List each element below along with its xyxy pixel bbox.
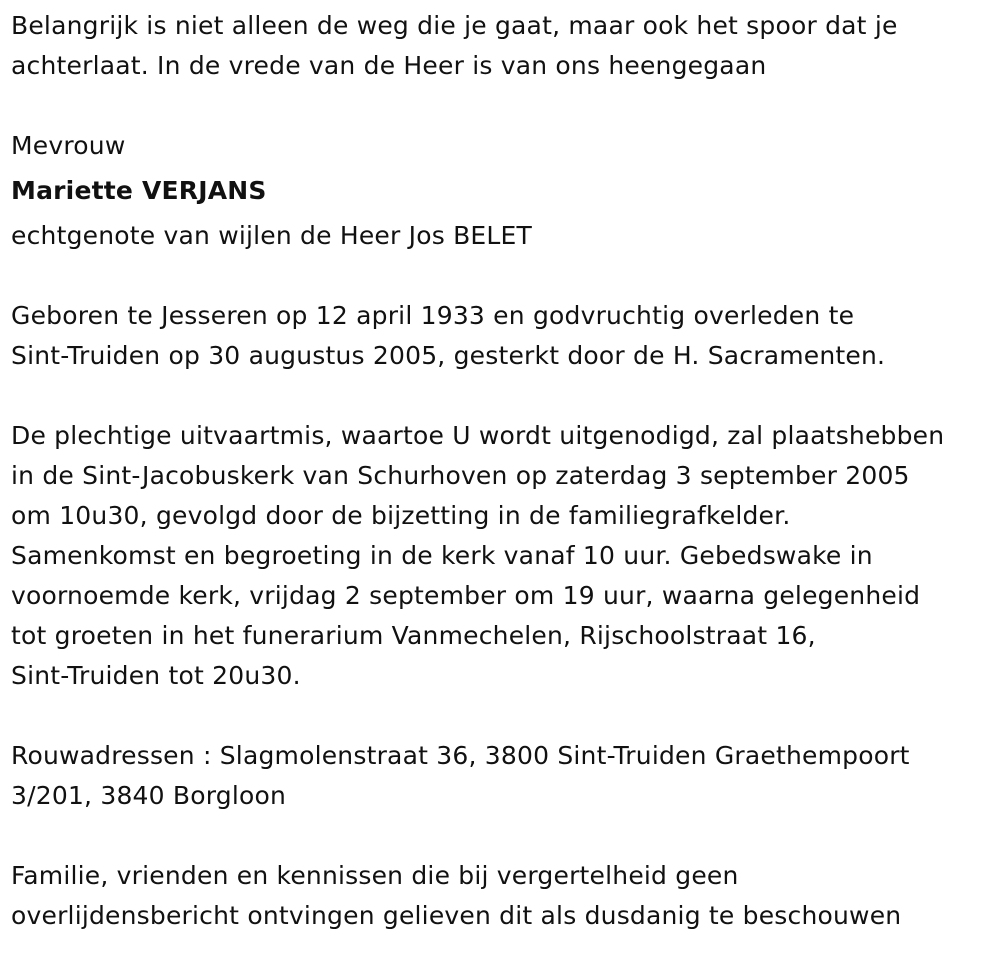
ceremony-paragraph bbox=[11, 416, 996, 696]
spacer bbox=[11, 816, 996, 856]
spouse-line: echtgenote van wijlen de Heer Jos BELET bbox=[11, 221, 533, 250]
closing-line-2: overlijdensbericht ontvingen gelieven dit als dusdanig te beschouwen bbox=[11, 901, 902, 930]
birth-death-line-1: Geboren te Jesseren op 12 april 1933 en godvruchtig overleden te bbox=[11, 301, 855, 330]
birth-death-paragraph bbox=[11, 296, 996, 376]
birth-death-line-2: Sint-Truiden op 30 augustus 2005, gesterkt door de H. Sacramenten. bbox=[11, 341, 886, 370]
ceremony-line-3: om 10u30, gevolgd door de bijzetting in de familiegrafkelder. bbox=[11, 501, 791, 530]
deceased-name: Mariette VERJANS bbox=[11, 176, 267, 205]
ceremony-line-7: Sint-Truiden tot 20u30. bbox=[11, 661, 301, 690]
addresses-line-2: 3/201, 3840 Borgloon bbox=[11, 781, 287, 810]
obituary-notice bbox=[11, 6, 996, 936]
addresses-paragraph bbox=[11, 736, 996, 816]
closing-line-1: Familie, vrienden en kennissen die bij vergertelheid geen bbox=[11, 861, 739, 890]
honorific: Mevrouw bbox=[11, 131, 126, 160]
intro-line-1: Belangrijk is niet alleen de weg die je gaat, maar ook het spoor dat je bbox=[11, 11, 898, 40]
spacer bbox=[11, 86, 996, 126]
ceremony-line-1: De plechtige uitvaartmis, waartoe U wordt uitgenodigd, zal plaatshebben bbox=[11, 421, 945, 450]
spacer bbox=[11, 256, 996, 296]
ceremony-line-4: Samenkomst en begroeting in de kerk vanaf 10 uur. Gebedswake in bbox=[11, 541, 873, 570]
ceremony-line-2: in de Sint-Jacobuskerk van Schurhoven op zaterdag 3 september 2005 bbox=[11, 461, 910, 490]
addresses-line-1: Rouwadressen : Slagmolenstraat 36, 3800 Sint-Truiden Graethempoort bbox=[11, 741, 910, 770]
intro-line-2: achterlaat. In de vrede van de Heer is van ons heengegaan bbox=[11, 51, 767, 80]
spacer bbox=[11, 696, 996, 736]
intro-paragraph bbox=[11, 6, 996, 86]
spacer bbox=[11, 376, 996, 416]
ceremony-line-5: voornoemde kerk, vrijdag 2 september om 19 uur, waarna gelegenheid bbox=[11, 581, 921, 610]
closing-paragraph bbox=[11, 856, 996, 936]
ceremony-line-6: tot groeten in het funerarium Vanmechelen, Rijschoolstraat 16, bbox=[11, 621, 816, 650]
